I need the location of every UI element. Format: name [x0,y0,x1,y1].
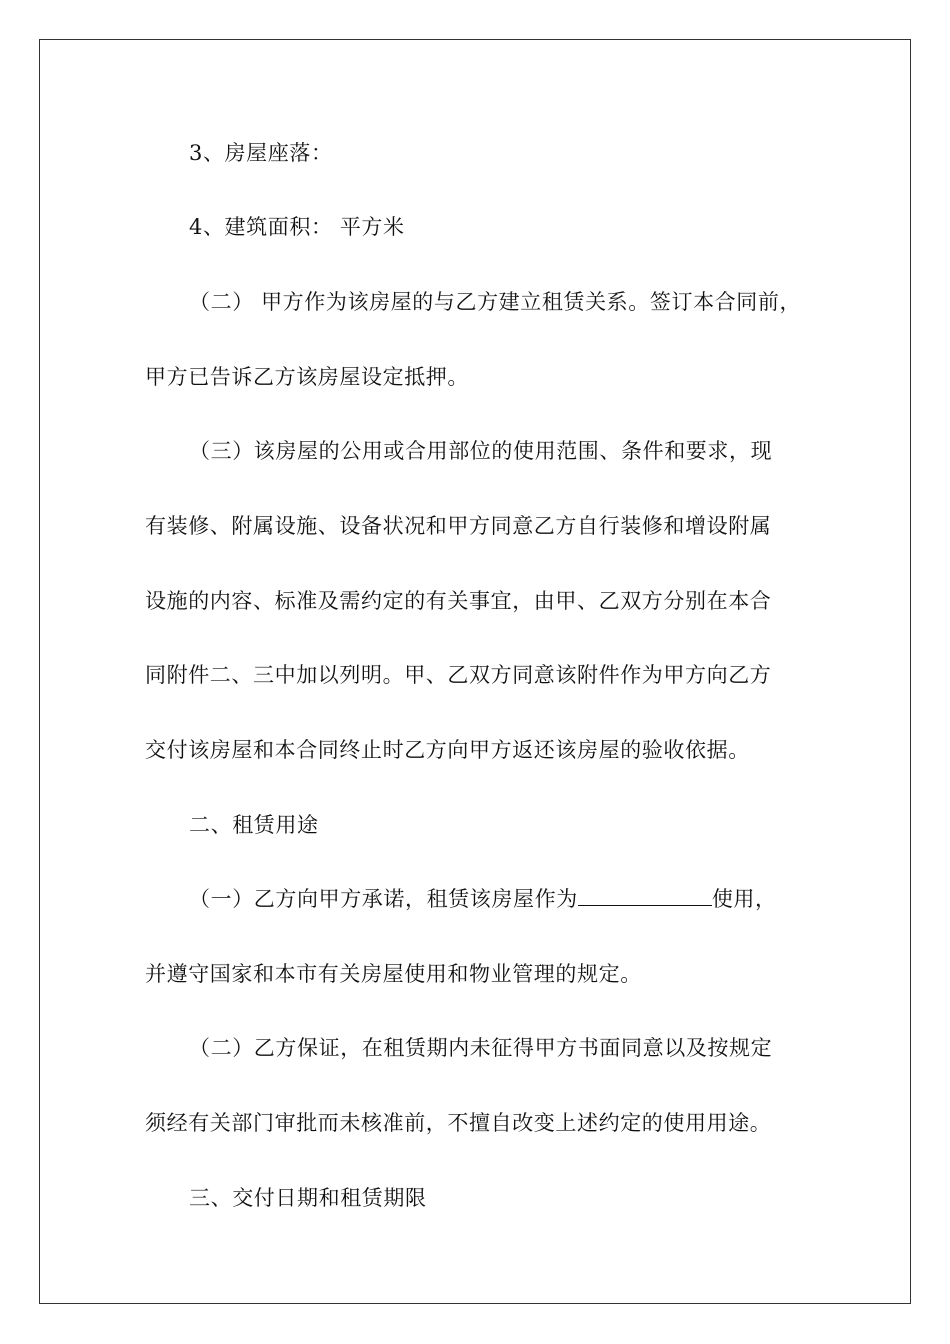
usage-clause-line: 并遵守国家和本市有关房屋使用和物业管理的规定。 [145,962,642,986]
section-heading-term: 三、交付日期和租赁期限 [189,1186,427,1210]
clause-3-paragraph-line: 有装修、附属设施、设备状况和甲方同意乙方自行装修和增设附属 [145,514,772,538]
location-line: 3、房屋座落： [189,141,333,165]
guarantee-paragraph-line: 须经有关部门审批而未核准前，不擅自改变上述约定的使用用途。 [145,1111,772,1135]
usage-clause-before: （一）乙方向甲方承诺，租赁该房屋作为 [189,887,578,911]
guarantee-paragraph-line: （二）乙方保证，在租赁期内未征得甲方书面同意以及按规定 [189,1036,773,1060]
clause-3-paragraph-line: 交付该房屋和本合同终止时乙方向甲方返还该房屋的验收依据。 [145,738,750,762]
clause-3-paragraph-line: 同附件二、三中加以列明。甲、乙双方同意该附件作为甲方向乙方 [145,663,772,687]
usage-clause-line [189,886,777,912]
clause-3-paragraph-line: （三）该房屋的公用或合用部位的使用范围、条件和要求，现 [189,439,773,463]
clause-2-paragraph-line: 甲方已告诉乙方该房屋设定抵押。 [145,365,469,389]
area-line: 4、建筑面积： 平方米 [189,215,405,239]
clause-2-paragraph-line: （二） 甲方作为该房屋的与乙方建立租赁关系。签订本合同前， [189,290,802,314]
usage-clause-after: 使用， [711,887,777,911]
section-heading-usage: 二、租赁用途 [189,813,319,837]
usage-blank [578,887,712,906]
clause-3-paragraph-line: 设施的内容、标准及需约定的有关事宜，由甲、乙双方分别在本合 [145,589,772,613]
